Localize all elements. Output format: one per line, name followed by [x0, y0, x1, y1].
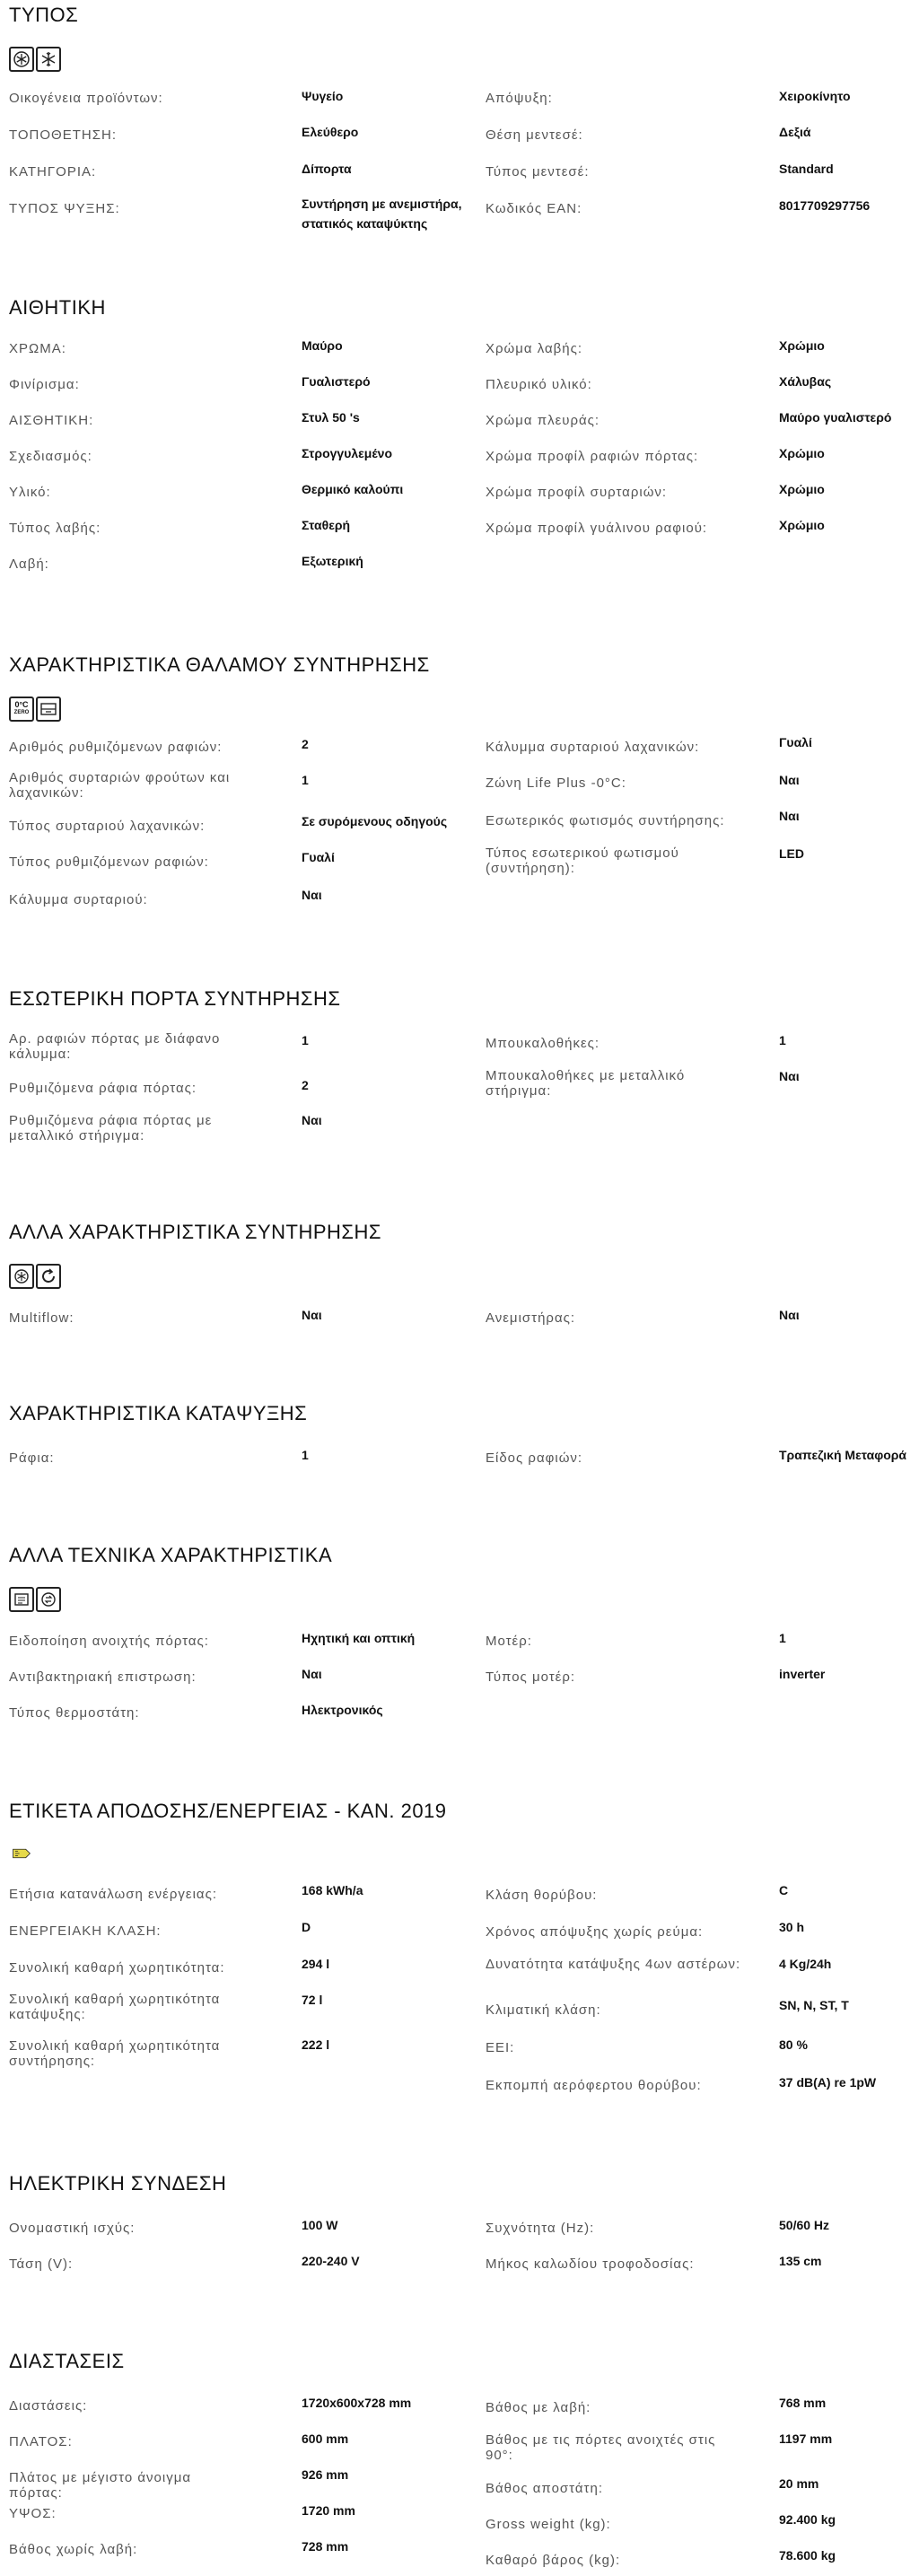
value-thermostat-type: Ηλεκτρονικός: [302, 1703, 383, 1717]
value-cable-length: 135 cm: [779, 2254, 822, 2268]
value-life-plus-zone: Ναι: [779, 773, 800, 787]
label-crisper-cover: Κάλυμμα συρταριού λαχανικών:: [486, 740, 700, 755]
value-shelf-type: Γυαλί: [302, 850, 335, 864]
label-freezer-capacity: Συνολική καθαρή χωρητικότητα κατάψυξης:: [9, 1992, 221, 2022]
value-depth-doors-90: 1197 mm: [779, 2431, 833, 2446]
label-cooling-type: ΤΥΠΟΣ ΨΥΞΗΣ:: [9, 201, 120, 216]
label-dimensions: Διαστάσεις:: [9, 2398, 88, 2414]
label-material: Υλικό:: [9, 485, 51, 500]
label-freezer-shelves: Ράφια:: [9, 1450, 55, 1466]
value-net-weight: 78.600 kg: [779, 2548, 836, 2563]
fan-icon: [36, 1264, 61, 1289]
value-width-door-open: 926 mm: [302, 2467, 349, 2482]
value-fridge-capacity: 222 l: [302, 2037, 330, 2052]
value-energy-class: D: [302, 1920, 311, 1934]
value-metal-bottle-holders: Ναι: [779, 1069, 800, 1083]
value-rated-power: 100 W: [302, 2218, 338, 2232]
energy-label-icon: [9, 1844, 34, 1862]
label-spacer-depth: Βάθος αποστάτη:: [486, 2481, 603, 2496]
label-installation: ΤΟΠΟΘΕΤΗΣΗ:: [9, 127, 117, 143]
value-depth-handle: 768 mm: [779, 2396, 827, 2410]
drawer-icon: [36, 697, 61, 722]
label-motor: Μοτέρ:: [486, 1634, 532, 1649]
section-icons: [9, 1587, 61, 1612]
value-crisper-drawers: 1: [302, 773, 309, 787]
multiflow-icon: [9, 1264, 34, 1289]
section-electrical: [0, 2172, 919, 2280]
value-freezing-capacity: 4 Kg/24h: [779, 1957, 832, 1971]
value-spacer-depth: 20 mm: [779, 2476, 819, 2491]
label-adjustable-door-shelves: Ρυθμιζόμενα ράφια πόρτας:: [9, 1081, 197, 1096]
section-title: ΕΣΩΤΕΡΙΚΗ ΠΟΡΤΑ ΣΥΝΤΗΡΗΣΗΣ: [9, 987, 341, 1010]
value-freezer-shelf-type: Τραπεζική Μεταφορά: [779, 1448, 907, 1462]
label-life-plus-zone: Ζώνη Life Plus -0°C:: [486, 775, 626, 791]
label-multiflow: Multiflow:: [9, 1310, 74, 1326]
label-design: Σχεδιασμός:: [9, 449, 92, 464]
value-side-color: Μαύρο γυαλιστερό: [779, 410, 892, 425]
label-climate-class: Κλιματική κλάση:: [486, 2002, 601, 2018]
value-side-material: Χάλυβας: [779, 374, 832, 389]
value-ean: 8017709297756: [779, 198, 871, 213]
section-title: ΕΤΙΚΕΤΑ ΑΠΟΔΟΣΗΣ/ΕΝΕΡΓΕΙΑΣ - ΚΑΝ. 2019: [9, 1800, 447, 1822]
label-freezer-shelf-type: Είδος ραφιών:: [486, 1450, 583, 1466]
label-shelf-type: Τύπος ρυθμιζόμενων ραφιών:: [9, 854, 209, 870]
section-title: ΤΥΠΟΣ: [9, 4, 79, 26]
label-gross-weight: Gross weight (kg):: [486, 2517, 611, 2532]
value-product-family: Ψυγείο: [302, 89, 344, 103]
value-hinge-type: Standard: [779, 162, 834, 176]
label-interior-light: Εσωτερικός φωτισμός συντήρησης:: [486, 813, 725, 828]
value-defrost: Χειροκίνητο: [779, 89, 851, 103]
value-door-alarm: Ηχητική και οπτική: [302, 1631, 416, 1645]
value-gross-weight: 92.400 kg: [779, 2512, 836, 2527]
label-metal-door-shelves: Ρυθμιζόμενα ράφια πόρτας με μεταλλικό στήριγμα:: [9, 1113, 213, 1143]
value-installation: Ελεύθερο: [302, 125, 359, 139]
label-fan: Ανεμιστήρας:: [486, 1310, 576, 1326]
value-power-off-time: 30 h: [779, 1920, 805, 1934]
value-crisper-type: Σε συρόμενους οδηγούς: [302, 814, 448, 828]
section-typos: [0, 4, 919, 246]
value-height: 1720 mm: [302, 2503, 355, 2518]
label-cable-length: Μήκος καλωδίου τροφοδοσίας:: [486, 2256, 695, 2272]
label-light-type: Τύπος εσωτερικού φωτισμού (συντήρηση):: [486, 846, 679, 876]
value-voltage: 220-240 V: [302, 2254, 360, 2268]
value-freezer-capacity: 72 l: [302, 1993, 323, 2007]
value-frequency: 50/60 Hz: [779, 2218, 830, 2232]
value-adjustable-door-shelves: 2: [302, 1078, 309, 1092]
value-drawer-cover: Ναι: [302, 888, 322, 902]
section-title: ΑΛΛΑ ΧΑΡΑΚΤΗΡΙΣΤΙΚΑ ΣΥΝΤΗΡΗΣΗΣ: [9, 1221, 382, 1243]
section-title: ΔΙΑΣΤΑΣΕΙΣ: [9, 2350, 125, 2372]
label-net-weight: Καθαρό βάρος (kg):: [486, 2553, 621, 2568]
value-color: Μαύρο: [302, 338, 343, 353]
section-title: ΧΑΡΑΚΤΗΡΙΣΤΙΚΑ ΚΑΤΑΨΥΞΗΣ: [9, 1402, 308, 1424]
label-eei: EEI:: [486, 2040, 515, 2055]
value-fan: Ναι: [779, 1308, 800, 1322]
value-interior-light: Ναι: [779, 809, 800, 823]
value-material: Θερμικό καλούπι: [302, 482, 404, 496]
label-crisper-type: Τύπος συρταριού λαχανικών:: [9, 819, 206, 834]
label-glass-shelf-profile: Χρώμα προφίλ γυάλινου ραφιού:: [486, 521, 708, 536]
value-motor-type: inverter: [779, 1667, 826, 1681]
label-door-alarm: Ειδοποίηση ανοιχτής πόρτας:: [9, 1634, 209, 1649]
section-fridge-compartment: [0, 653, 919, 914]
section-technical: [0, 1544, 919, 1723]
label-rated-power: Ονομαστική ισχύς:: [9, 2221, 136, 2236]
label-thermostat-type: Τύπος θερμοστάτη:: [9, 1705, 140, 1721]
label-height: ΥΨΟΣ:: [9, 2506, 57, 2521]
value-design: Στρογγυλεμένο: [302, 446, 392, 460]
value-door-shelves-cover: 1: [302, 1033, 309, 1047]
value-motor: 1: [779, 1631, 786, 1645]
value-width: 600 mm: [302, 2431, 349, 2446]
value-crisper-cover: Γυαλί: [779, 735, 812, 749]
label-depth-doors-90: Βάθος με τις πόρτες ανοιχτές στις 90°:: [486, 2432, 716, 2463]
reversible-door-icon: [36, 1587, 61, 1612]
section-icons: [9, 697, 61, 722]
zero-degree-text: 0°C: [14, 700, 29, 709]
label-power-off-time: Χρόνος απόψυξης χωρίς ρεύμα:: [486, 1924, 704, 1940]
value-category: Δίπορτα: [302, 162, 352, 176]
label-voltage: Τάση (V):: [9, 2256, 74, 2272]
value-eei: 80 %: [779, 2037, 808, 2052]
value-noise-class: C: [779, 1883, 789, 1897]
value-door-shelf-profile: Χρώμιο: [779, 446, 825, 460]
label-width: ΠΛΑΤΟΣ:: [9, 2434, 73, 2449]
value-bottle-holders: 1: [779, 1033, 786, 1047]
value-light-type: LED: [779, 846, 804, 861]
value-noise-emission: 37 dB(A) re 1pW: [779, 2075, 877, 2090]
label-drawer-profile: Χρώμα προφίλ συρταριών:: [486, 485, 668, 500]
label-depth-handle: Βάθος με λαβή:: [486, 2400, 591, 2415]
value-drawer-profile: Χρώμιο: [779, 482, 825, 496]
value-dimensions: 1720x600x728 mm: [302, 2396, 412, 2410]
zero-degree-icon: [9, 697, 34, 722]
label-noise-emission: Εκπομπή αερόφερτου θορύβου:: [486, 2078, 702, 2093]
label-metal-bottle-holders: Μπουκαλοθήκες με μεταλλικό στήριγμα:: [486, 1068, 686, 1099]
label-total-capacity: Συνολική καθαρή χωρητικότητα:: [9, 1960, 225, 1976]
label-fridge-capacity: Συνολική καθαρή χωρητικότητα συντήρησης:: [9, 2038, 221, 2069]
label-antibacterial: Αντιβακτηριακή επιστρωση:: [9, 1669, 197, 1685]
value-cooling-type: Συντήρηση με ανεμιστήρα, στατικός καταψύκτης: [302, 197, 462, 231]
label-depth-no-handle: Βάθος χωρίς λαβή:: [9, 2542, 138, 2557]
value-multiflow: Ναι: [302, 1308, 322, 1322]
section-energy-label: [0, 1800, 919, 2096]
label-annual-consumption: Ετήσια κατανάλωση ενέργειας:: [9, 1887, 217, 1902]
section-freezer: [0, 1402, 919, 1474]
value-handle-color: Χρώμιο: [779, 338, 825, 353]
label-drawer-cover: Κάλυμμα συρταριού:: [9, 892, 148, 907]
label-handle-type: Τύπος λαβής:: [9, 521, 101, 536]
section-inner-door: [0, 987, 919, 1149]
label-freezing-capacity: Δυνατότητα κατάψυξης 4ων αστέρων:: [486, 1957, 741, 1972]
value-climate-class: SN, N, ST, T: [779, 1998, 849, 2012]
label-product-family: Οικογένεια προϊόντων:: [9, 91, 163, 106]
section-title: ΗΛΕΚΤΡΙΚΗ ΣΥΝΔΕΣΗ: [9, 2172, 227, 2195]
label-handle-color: Χρώμα λαβής:: [486, 341, 583, 356]
label-defrost: Απόψυξη:: [486, 91, 553, 106]
label-finish: Φινίρισμα:: [9, 377, 80, 392]
value-aesthetics: Στυλ 50 's: [302, 410, 360, 425]
label-side-material: Πλευρικό υλικό:: [486, 377, 592, 392]
section-icons: [9, 1844, 34, 1862]
value-handle: Εξωτερική: [302, 554, 363, 568]
value-metal-door-shelves: Ναι: [302, 1113, 322, 1127]
section-aesthetics: [0, 296, 919, 583]
value-freezer-shelves: 1: [302, 1448, 309, 1462]
value-annual-consumption: 168 kWh/a: [302, 1883, 363, 1897]
value-antibacterial: Ναι: [302, 1667, 322, 1681]
value-adjustable-shelves: 2: [302, 737, 309, 751]
label-ean: Κωδικός EAN:: [486, 201, 582, 216]
label-crisper-drawers: Αριθμός συρταριών φρούτων και λαχανικών:: [9, 770, 231, 801]
label-frequency: Συχνότητα (Hz):: [486, 2221, 595, 2236]
label-noise-class: Κλάση θορύβου:: [486, 1888, 598, 1903]
zero-degree-subtext: ZERO: [13, 710, 30, 715]
door-alarm-icon: [9, 1587, 34, 1612]
section-icons: [9, 47, 61, 72]
label-door-shelves-cover: Αρ. ραφιών πόρτας με διάφανο κάλυμμα:: [9, 1031, 221, 1062]
no-frost-icon: [9, 47, 34, 72]
label-adjustable-shelves: Αριθμός ρυθμιζόμενων ραφιών:: [9, 740, 223, 755]
value-handle-type: Σταθερή: [302, 518, 351, 532]
label-width-door-open: Πλάτος με μέγιστο άνοιγμα πόρτας:: [9, 2470, 192, 2501]
value-total-capacity: 294 l: [302, 1957, 330, 1971]
label-handle: Λαβή:: [9, 556, 49, 572]
label-door-shelf-profile: Χρώμα προφίλ ραφιών πόρτας:: [486, 449, 699, 464]
section-icons: [9, 1264, 61, 1289]
label-side-color: Χρώμα πλευράς:: [486, 413, 600, 428]
value-glass-shelf-profile: Χρώμιο: [779, 518, 825, 532]
label-motor-type: Τύπος μοτέρ:: [486, 1669, 576, 1685]
fridge-freezer-icon: [36, 47, 61, 72]
section-other-fridge-features: [0, 1221, 919, 1328]
label-hinge-type: Τύπος μεντεσέ:: [486, 164, 590, 180]
value-hinge-position: Δεξιά: [779, 125, 811, 139]
section-dimensions: [0, 2350, 919, 2574]
section-title: ΑΛΛΑ ΤΕΧΝΙΚΑ ΧΑΡΑΚΤΗΡΙΣΤΙΚΑ: [9, 1544, 333, 1566]
label-color: ΧΡΩΜΑ:: [9, 341, 66, 356]
label-aesthetics: ΑΙΣΘΗΤΙΚΗ:: [9, 413, 94, 428]
label-category: ΚΑΤΗΓΟΡΙΑ:: [9, 164, 97, 180]
section-title: ΑΙΘΗΤΙΚΗ: [9, 296, 106, 319]
label-energy-class: ΕΝΕΡΓΕΙΑΚΗ ΚΛΑΣΗ:: [9, 1923, 162, 1939]
value-depth-no-handle: 728 mm: [302, 2539, 349, 2554]
value-finish: Γυαλιστερό: [302, 374, 371, 389]
section-title: ΧΑΡΑΚΤΗΡΙΣΤΙΚΑ ΘΑΛΑΜΟΥ ΣΥΝΤΗΡΗΣΗΣ: [9, 653, 430, 676]
label-hinge-position: Θέση μεντεσέ:: [486, 127, 583, 143]
label-bottle-holders: Μπουκαλοθήκες:: [486, 1036, 600, 1051]
